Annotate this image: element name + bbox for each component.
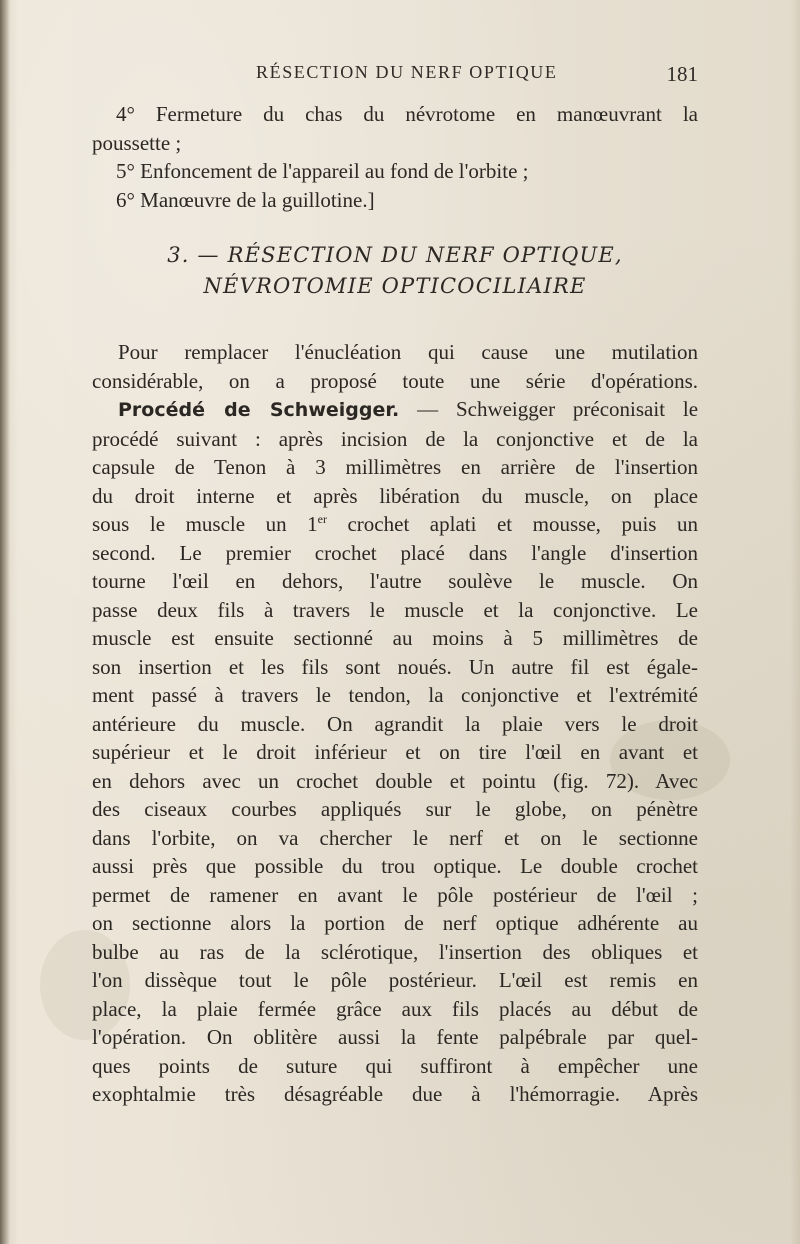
- paragraph-line: Pour remplacer l'énucléation qui cause une mutilation: [118, 340, 698, 364]
- paragraph-text: — Schweigger préconisait le: [417, 397, 699, 421]
- section-title-line: 3. — RÉSECTION DU NERF OPTIQUE,: [167, 243, 623, 267]
- paragraph-line: permet de ramener en avant le pôle postérieur de l'œil ;: [92, 882, 698, 907]
- paragraph-line: on sectionne alors la portion de nerf optique adhérente au: [92, 911, 698, 935]
- paragraph-text: crochet aplati et mousse, puis un: [326, 512, 698, 536]
- paragraph-line: du droit interne et après libération du muscle, on place: [92, 483, 698, 508]
- paragraph-line: en dehors avec un crochet double et pointu (fig. 72). Avec: [92, 768, 698, 793]
- paragraph-line: place, la plaie fermée grâce aux fils placés au début de: [92, 996, 698, 1021]
- paragraph-line: l'opération. On oblitère aussi la fente palpébrale par quel-: [92, 1025, 698, 1049]
- page-binding-edge: [0, 0, 10, 1244]
- paragraph-line: l'on dissèque tout le pôle postérieur. L'œil est remis en: [92, 968, 698, 992]
- paragraph-line: considérable, on a proposé toute une série d'opérations.: [92, 368, 698, 393]
- paragraph-line: [92, 395, 698, 425]
- ordinal-superscript: er: [317, 512, 327, 526]
- paragraph-line: ques points de suture qui suffiront à empêcher une: [92, 1053, 698, 1078]
- paragraph-line: aussi près que possible du trou optique. Le double crochet: [92, 854, 698, 878]
- paragraph-line: [92, 510, 698, 539]
- list-item: 5° Enfoncement de l'appareil au fond de l'orbite ;: [116, 159, 529, 183]
- list-item-continuation: poussette ;: [92, 130, 182, 155]
- list-item: 4° Fermeture du chas du névrotome en manœuvrant la: [116, 102, 698, 126]
- paragraph-line: ment passé à travers le tendon, la conjonctive et l'extrémité: [92, 683, 698, 707]
- list-item: 6° Manœuvre de la guillotine.]: [116, 187, 375, 212]
- paragraph-line: dans l'orbite, on va chercher le nerf et on le sectionne: [92, 825, 698, 850]
- paragraph-line: bulbe au ras de la sclérotique, l'insertion des obliques et: [92, 939, 698, 964]
- paragraph-line: supérieur et le droit inférieur et on tire l'œil en avant et: [92, 740, 698, 764]
- section-title-line: NÉVROTOMIE OPTICOCILIAIRE: [203, 274, 587, 298]
- running-title: RÉSECTION DU NERF OPTIQUE: [256, 62, 558, 82]
- paragraph-line: exophtalmie très désagréable due à l'hémorragie. Après: [92, 1082, 698, 1106]
- paragraph-text: sous le muscle un 1: [92, 512, 318, 536]
- page-number: 181: [666, 62, 698, 86]
- paragraph-line: antérieure du muscle. On agrandit la plaie vers le droit: [92, 711, 698, 736]
- procedure-heading: Procédé de Schweigger.: [118, 399, 400, 421]
- paragraph-line: des ciseaux courbes appliqués sur le globe, on pénètre: [92, 797, 698, 821]
- paragraph-line: second. Le premier crochet placé dans l'angle d'insertion: [92, 540, 698, 565]
- paragraph-line: procédé suivant : après incision de la conjonctive et de la: [92, 426, 698, 451]
- paragraph-line: passe deux fils à travers le muscle et la conjonctive. Le: [92, 597, 698, 622]
- paragraph-line: capsule de Tenon à 3 millimètres en arrière de l'insertion: [92, 455, 698, 479]
- section-title: [92, 240, 698, 302]
- page-content: [92, 100, 698, 1109]
- paragraph-line: son insertion et les fils sont noués. Un autre fil est égale-: [92, 654, 698, 679]
- paragraph-line: muscle est ensuite sectionné au moins à 5 millimètres de: [92, 626, 698, 650]
- spacer: [92, 302, 698, 338]
- running-head: [92, 58, 698, 88]
- paragraph-line: tourne l'œil en dehors, l'autre soulève le muscle. On: [92, 569, 698, 593]
